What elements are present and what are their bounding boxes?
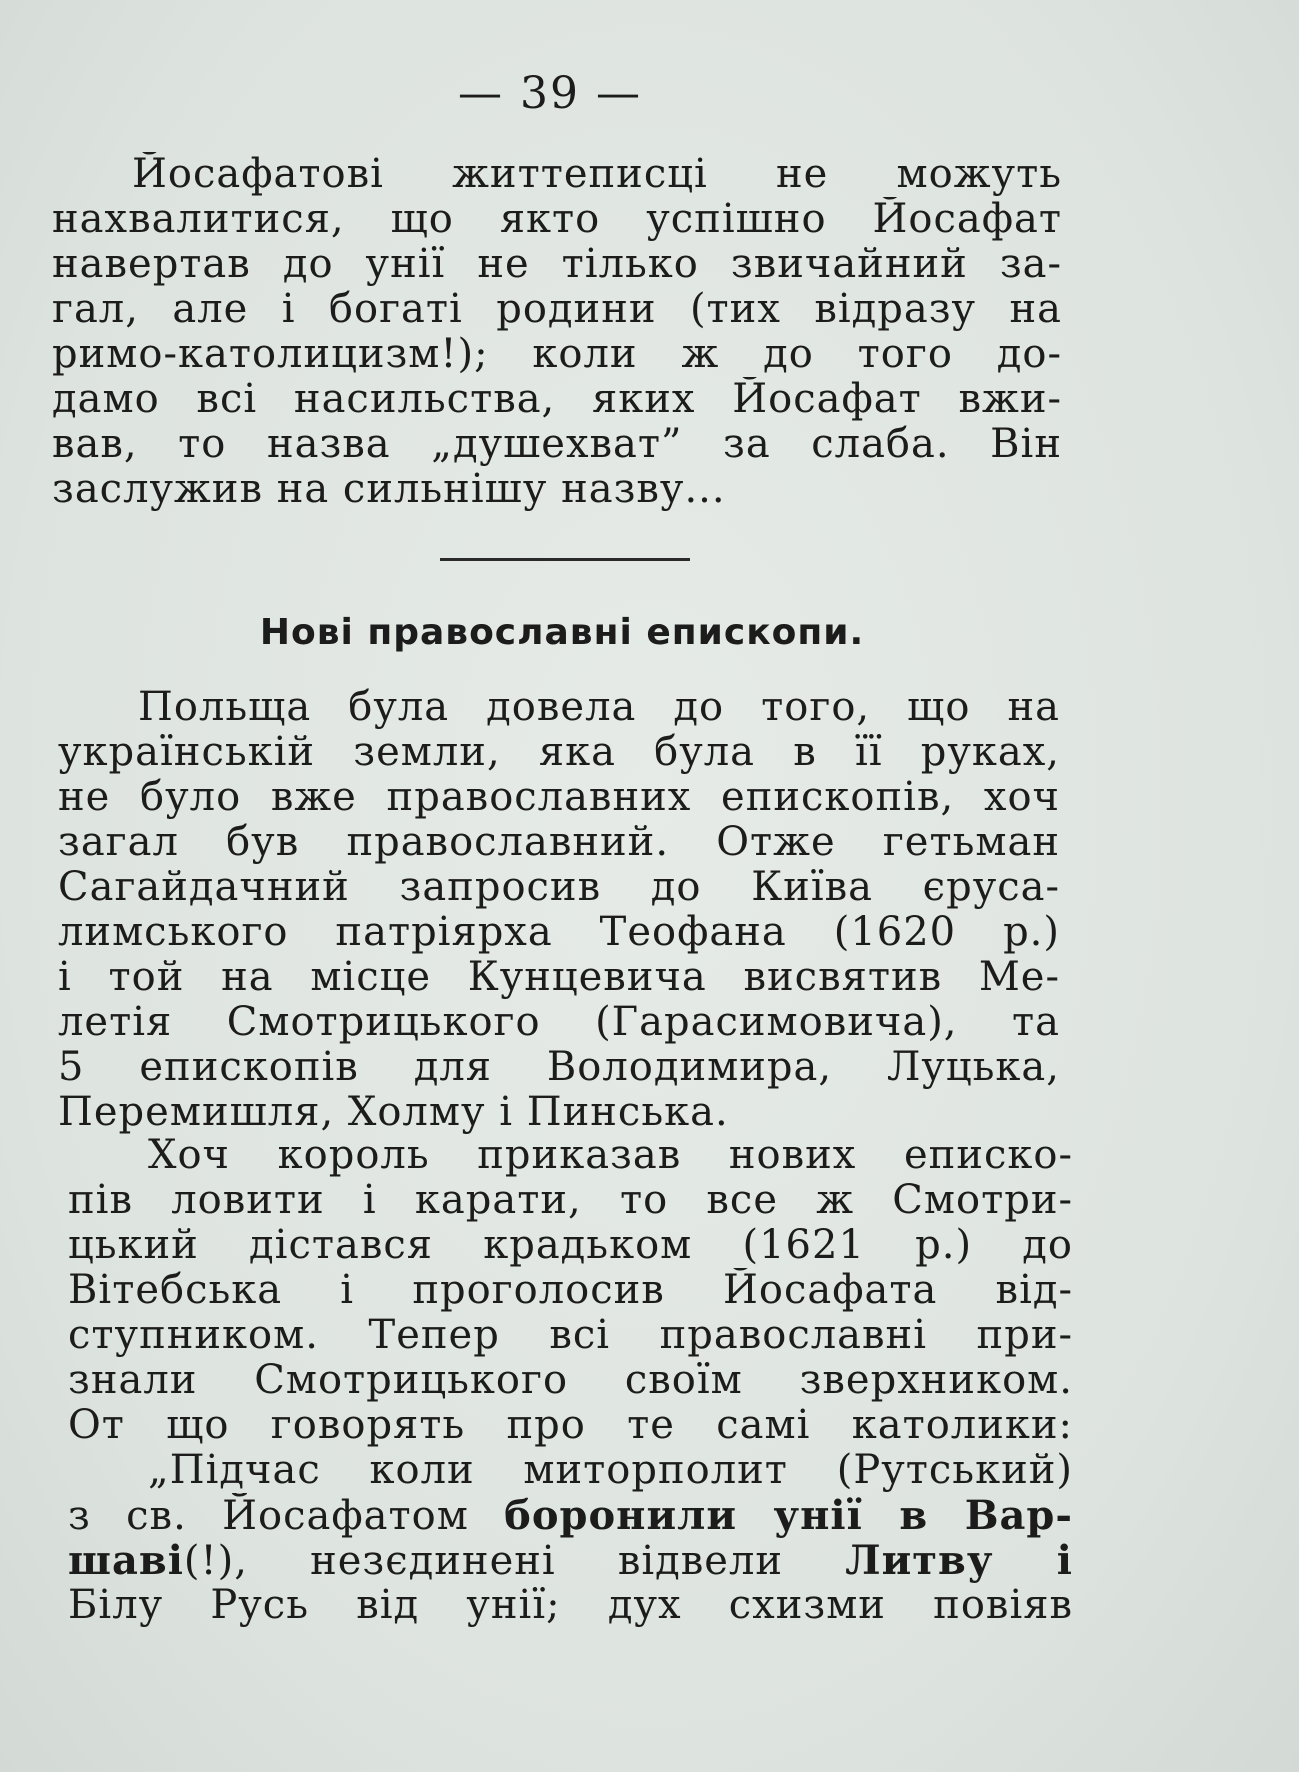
- text-line: летія Смотрицького (Гарасимовича), та: [58, 1000, 1060, 1045]
- text-line: не було вже православних епископів, хоч: [58, 775, 1060, 820]
- text-line: і той на місце Кунцевича висвятив Ме-: [58, 955, 1060, 1000]
- quote-line: [68, 1493, 1073, 1538]
- text-line: Перемишля, Холму і Пинська.: [58, 1090, 729, 1135]
- text-line: 5 епископів для Володимира, Луцька,: [58, 1045, 1060, 1090]
- section-divider: [440, 558, 690, 561]
- quote-text: з св. Йосафатом: [68, 1493, 505, 1538]
- text-line: римо-католицизм!); коли ж до того до-: [52, 332, 1062, 377]
- paragraph-1: [52, 152, 1062, 512]
- quote-text: (!), незєдинені відвели: [183, 1538, 846, 1583]
- text-line: вав, то назва „душехват” за слаба. Він: [52, 422, 1062, 467]
- text-line: Сагайдачний запросив до Київа єруса-: [58, 865, 1060, 910]
- paragraph-2: [58, 685, 1060, 1135]
- section-heading: Нові православні епископи.: [259, 612, 865, 653]
- text-line: Хоч король приказав нових еписко-: [148, 1133, 1073, 1178]
- text-line: От що говорять про те самі католики:: [68, 1403, 1073, 1448]
- paragraph-3: [68, 1133, 1073, 1628]
- text-line: знали Смотрицького своїм зверхником.: [68, 1358, 1073, 1403]
- text-line: дамо всі насильства, яких Йосафат вжи-: [52, 377, 1062, 422]
- quote-line: [68, 1538, 1073, 1583]
- quote-bold-text: боронили унії в Вар-: [504, 1493, 1073, 1538]
- text-line: нахвалитися, що якто успішно Йосафат: [52, 197, 1062, 242]
- text-line: Йосафатові життеписці не можуть: [132, 152, 1062, 197]
- text-line: загал був православний. Отже гетьман: [58, 820, 1060, 865]
- quote-line: Білу Русь від унії; дух схизми повіяв: [68, 1583, 1073, 1628]
- quote-bold-text: Литву і: [845, 1538, 1073, 1583]
- text-line: Вітебська і проголосив Йосафата від-: [68, 1268, 1073, 1313]
- text-line: лимського патріярха Теофана (1620 р.): [58, 910, 1060, 955]
- text-line: заслужив на сильнішу назву...: [52, 467, 726, 512]
- text-line: українській земли, яка була в її руках,: [58, 730, 1060, 775]
- page-number: — 39 —: [458, 68, 642, 119]
- text-line: Польща була довела до того, що на: [138, 685, 1060, 730]
- text-line: ступником. Тепер всі православні при-: [68, 1313, 1073, 1358]
- text-line: цький дістався крадьком (1621 р.) до: [68, 1223, 1073, 1268]
- quote-line: „Підчас коли миторполит (Рутський): [148, 1448, 1073, 1493]
- text-line: пів ловити і карати, то все ж Смотри-: [68, 1178, 1073, 1223]
- quote-bold-text: шаві: [68, 1538, 184, 1583]
- text-line: навертав до унії не тілько звичайний за-: [52, 242, 1062, 287]
- text-line: гал, але і богаті родини (тих відразу на: [52, 287, 1062, 332]
